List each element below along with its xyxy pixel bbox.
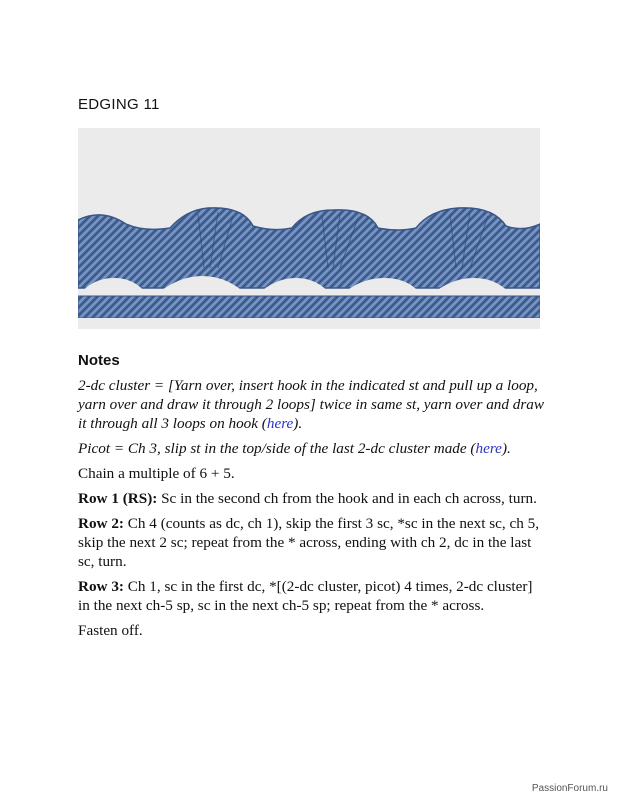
row-2-text: Ch 4 (counts as dc, ch 1), skip the first 3 sc, *sc in the next sc, ch 5, skip the next 2 sc; repeat from the * across, ending with ch 2, dc in the last sc, turn. [78, 515, 540, 570]
row-2-label: Row 2: [78, 515, 124, 532]
cluster-note-end: ). [293, 415, 303, 432]
edging-illustration [78, 128, 540, 329]
cluster-note [78, 376, 548, 433]
picot-note [78, 439, 548, 458]
row-1-label: Row 1 (RS): [78, 490, 158, 507]
row-3-text: Ch 1, sc in the first dc, *[(2-dc cluster, picot) 4 times, 2-dc cluster] in the next ch-5 sp, sc in the next ch-5 sp; repeat from the * across. [78, 578, 533, 614]
cluster-note-text: 2-dc cluster = [Yarn over, insert hook in the indicated st and pull up a loop, yarn over and draw it through 2 loops] twice in same st, yarn over and draw it through all 3 loops on hook ( [78, 377, 545, 432]
row-1 [78, 489, 548, 508]
row-3 [78, 577, 548, 615]
row-1-text: Sc in the second ch from the hook and in each ch across, turn. [157, 490, 537, 507]
watermark: PassionForum.ru [531, 783, 608, 794]
cluster-here-link[interactable]: here [266, 415, 294, 432]
picot-here-link[interactable]: here [475, 440, 502, 457]
row-2 [78, 514, 548, 571]
chain-instruction: Chain a multiple of 6 + 5. [78, 465, 235, 482]
notes-heading: Notes [78, 352, 120, 369]
picot-note-text: Picot = Ch 3, slip st in the top/side of the last 2-dc cluster made ( [78, 440, 476, 457]
crochet-edging-photo [78, 128, 540, 329]
page-title: EDGING 11 [78, 96, 160, 113]
fasten-off: Fasten off. [78, 622, 143, 639]
picot-note-end: ). [501, 440, 511, 457]
pattern-instructions [78, 376, 548, 646]
row-3-label: Row 3: [78, 578, 124, 595]
